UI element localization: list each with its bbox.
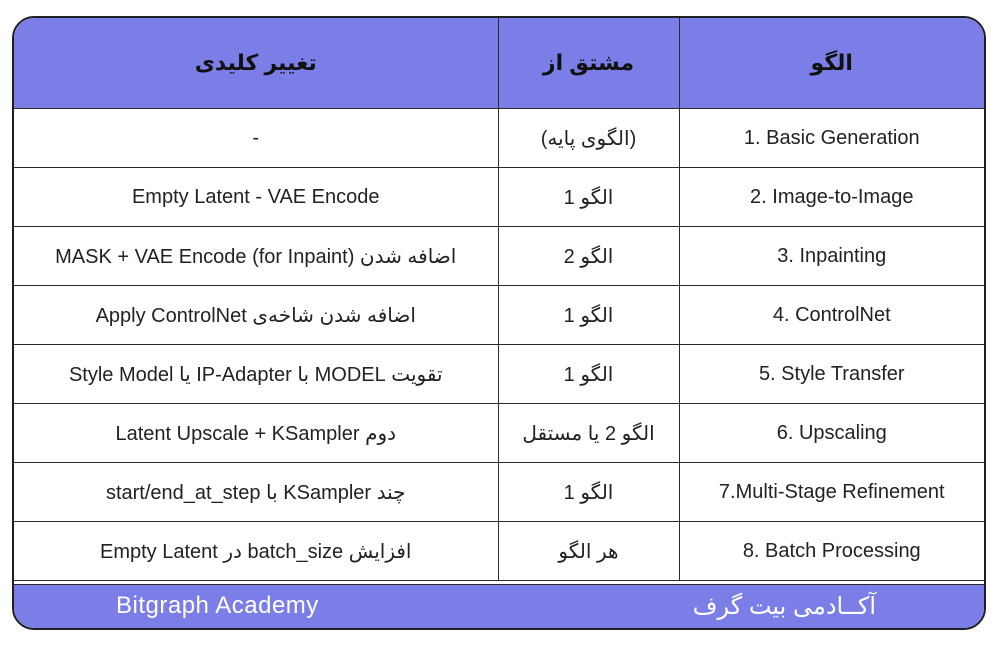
cell-derived-from: (الگوی پایه) [498, 109, 679, 168]
workflow-patterns-card [12, 16, 986, 630]
cell-key-change: Empty Latent - VAE Encode [14, 168, 498, 227]
cell-pattern: 1. Basic Generation [679, 109, 984, 168]
cell-derived-from: هر الگو [498, 522, 679, 581]
cell-pattern: 2. Image-to-Image [679, 168, 984, 227]
table-header-row [14, 18, 984, 109]
cell-derived-from: الگو 1 [498, 286, 679, 345]
cell-key-change: اضافه شدن شاخه‌ی Apply ControlNet [14, 286, 498, 345]
cell-key-change: افزایش batch_size در Empty Latent [14, 522, 498, 581]
table-row [14, 404, 984, 463]
cell-pattern: 7.Multi-Stage Refinement [679, 463, 984, 522]
table-row [14, 227, 984, 286]
table-row [14, 463, 984, 522]
patterns-table [14, 18, 984, 581]
cell-derived-from: الگو 2 یا مستقل [498, 404, 679, 463]
cell-pattern: 6. Upscaling [679, 404, 984, 463]
cell-pattern: 4. ControlNet [679, 286, 984, 345]
header-pattern: الگو [679, 18, 984, 109]
cell-derived-from: الگو 1 [498, 463, 679, 522]
table-row [14, 286, 984, 345]
cell-pattern: 5. Style Transfer [679, 345, 984, 404]
table-row [14, 168, 984, 227]
cell-derived-from: الگو 2 [498, 227, 679, 286]
cell-derived-from: الگو 1 [498, 345, 679, 404]
footer-bar [14, 584, 984, 628]
cell-pattern: 8. Batch Processing [679, 522, 984, 581]
cell-key-change: چند KSampler با start/end_at_step [14, 463, 498, 522]
header-derived-from: مشتق از [498, 18, 679, 109]
cell-pattern: 3. Inpainting [679, 227, 984, 286]
footer-brand-en: Bitgraph Academy [116, 592, 319, 619]
cell-key-change: - [14, 109, 498, 168]
cell-derived-from: الگو 1 [498, 168, 679, 227]
cell-key-change: تقویت MODEL با IP-Adapter یا Style Model [14, 345, 498, 404]
header-key-change: تغییر کلیدی [14, 18, 498, 109]
table-row [14, 109, 984, 168]
table-row [14, 345, 984, 404]
cell-key-change: Latent Upscale + KSampler دوم [14, 404, 498, 463]
table-row [14, 522, 984, 581]
cell-key-change: MASK + VAE Encode (for Inpaint) اضافه شدن [14, 227, 498, 286]
footer-brand-fa: آکــادمی بیت گرف [692, 593, 876, 620]
